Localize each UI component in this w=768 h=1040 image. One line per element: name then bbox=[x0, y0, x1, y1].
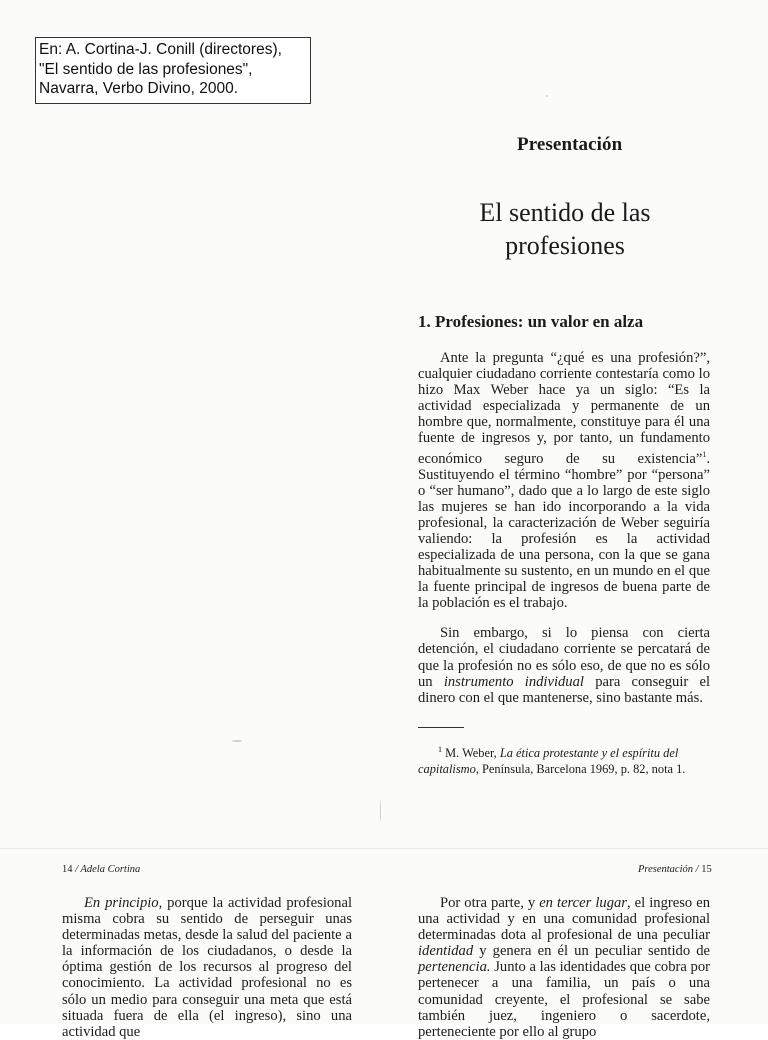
paragraph-1-rest: . Sustituyendo el término “hombre” por “persona” o “ser humano”, dado que a lo largo de este siglo las mujeres se han ido incorporando a la vida profesional, la caracterización de Weber seguiría valiendo: la profesión es la actividad especializada de una persona, con la que se gana habitualmente su sustento, en un mundo en el que la fuente principal de ingresos de buena parte de la población es el trabajo. bbox=[418, 450, 710, 612]
chapter-title-line-2: profesiones bbox=[505, 231, 625, 260]
page-number-right: 15 bbox=[701, 864, 712, 875]
page-number-left: 14 bbox=[62, 864, 73, 875]
body-column-top bbox=[418, 350, 710, 706]
running-head-right bbox=[638, 864, 712, 875]
scan-speck bbox=[232, 740, 242, 742]
paragraph-bottom-left bbox=[62, 895, 352, 1040]
footnote-rule bbox=[418, 727, 464, 728]
chapter-title-line-1: El sentido de las bbox=[479, 198, 651, 227]
emphasis-tercer-lugar: en tercer lugar bbox=[539, 895, 627, 911]
source-citation-box bbox=[35, 37, 311, 104]
emphasis-en-principio: En principio bbox=[84, 895, 159, 911]
scan-speck bbox=[546, 95, 548, 97]
subsection-heading: 1. Profesiones: un valor en alza bbox=[418, 312, 644, 331]
paragraph-2-text-a: Sin embargo, si lo piensa con cierta detención, el ciudadano corriente se percatará de que la profesión no es sólo eso, de que no es sólo un bbox=[418, 625, 710, 690]
footnote bbox=[418, 742, 710, 777]
section-label: Presentación bbox=[517, 134, 623, 155]
scan-speck bbox=[380, 800, 381, 822]
footnote-text-a: M. Weber, bbox=[442, 746, 500, 761]
paragraph-bottom-right-a: Por otra parte, y bbox=[440, 895, 540, 911]
source-line-2: "El sentido de las profesiones", bbox=[39, 60, 253, 78]
paragraph-2-text-b: para conseguir el dinero con el que mantenerse, sino bastante más. bbox=[418, 673, 711, 706]
emphasis-pertenencia: pertenencia. bbox=[418, 959, 491, 976]
paragraph-bottom-right-d: Junto a las identidades que cobra por pertenecer a una familia, un país o una comunidad creyente, el profesional se sabe también juez, ingeniero o sacerdote, perteneciente por ello al grupo bbox=[418, 959, 710, 1040]
chapter-title bbox=[470, 196, 660, 262]
running-head-left bbox=[62, 864, 140, 875]
paragraph-bottom-right-b: , el ingreso en una actividad y en una comunidad profesional determinadas dota al profesional de una peculiar bbox=[418, 895, 710, 944]
paragraph-bottom-left-text: , porque la actividad profesional misma cobra su sentido de perseguir unas determinadas metas, desde la salud del paciente a la información de los ciudadanos, o desde la óptima gestión de los recursos al progreso del conocimiento. La actividad profesional no es sólo un medio para conseguir una meta que está situada fuera de ella (el ingreso), sino una actividad que bbox=[62, 895, 352, 1040]
body-column-bottom-left bbox=[62, 895, 352, 1040]
page-divider bbox=[0, 848, 768, 849]
source-line-3: Navarra, Verbo Divino, 2000. bbox=[39, 80, 239, 97]
footnote-ref: 1 bbox=[702, 449, 707, 459]
paragraph-2 bbox=[418, 625, 710, 705]
emphasis-identidad: identidad bbox=[418, 943, 474, 960]
footnote-text-b: , Península, Barcelona 1969, p. 82, nota 1. bbox=[475, 762, 686, 777]
footnote-number: 1 bbox=[438, 745, 442, 754]
paragraph-1-text: Ante la pregunta “¿qué es una profesión?”, cualquier ciudadano corriente contestaría como lo hizo Max Weber hace ya un siglo: “Es la actividad especializada y permanente de un hombre que, normalmente, constituye para él una fuente de ingresos y, por tanto, un fundamento económico seguro de su existencia” bbox=[418, 350, 710, 467]
running-head-author: / Adela Cortina bbox=[72, 864, 141, 875]
source-line-1: En: A. Cortina-J. Conill (directores), bbox=[39, 41, 282, 58]
paragraph-1 bbox=[418, 350, 710, 611]
footnote-book-title: La ética protestante y el espíritu del capitalismo bbox=[418, 746, 679, 777]
running-head-section: Presentación / bbox=[638, 864, 702, 875]
body-column-bottom-right bbox=[418, 895, 710, 1040]
paragraph-2-emphasis: instrumento individual bbox=[443, 673, 584, 690]
paragraph-bottom-right bbox=[418, 895, 710, 1040]
paragraph-bottom-right-c: y genera en él un peculiar sentido de bbox=[473, 943, 710, 960]
